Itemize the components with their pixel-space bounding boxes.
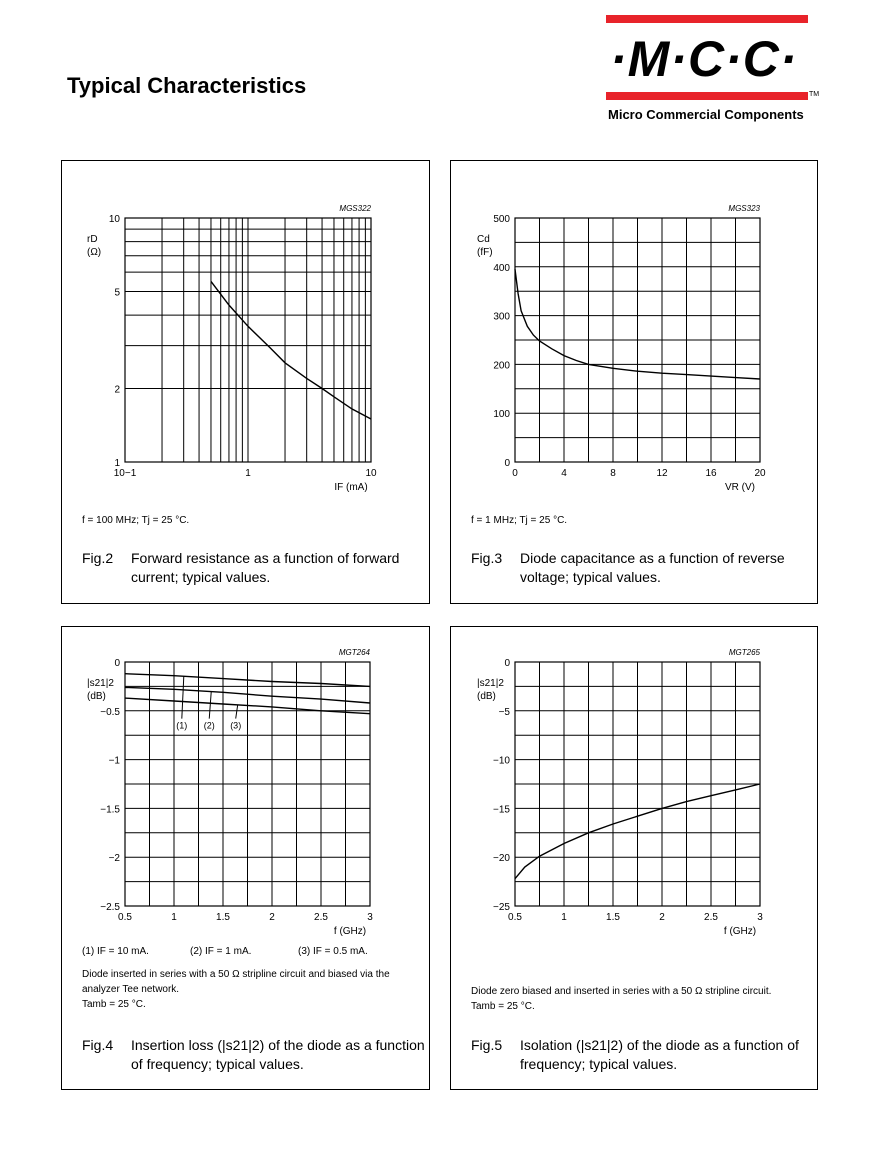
figure-caption bbox=[471, 1036, 820, 1074]
company-name: Micro Commercial Components bbox=[608, 107, 804, 122]
figure-panel-fig3 bbox=[450, 160, 818, 604]
y-axis-label: (Ω) bbox=[87, 247, 102, 258]
conditions-text: f = 1 MHz; Tj = 25 °C. bbox=[471, 515, 568, 526]
x-tick-label: 1.5 bbox=[606, 912, 620, 923]
x-tick-label: 10 bbox=[365, 468, 377, 479]
y-axis-label: rD bbox=[87, 234, 98, 245]
curve-leader-line bbox=[209, 692, 211, 719]
y-tick-label: 1 bbox=[114, 458, 120, 469]
legend-item: (2) IF = 1 mA. bbox=[190, 946, 252, 957]
figure-code: MGT264 bbox=[338, 648, 370, 657]
curve-leader-line bbox=[182, 676, 184, 718]
x-tick-label: 0.5 bbox=[118, 912, 132, 923]
y-tick-label: 0 bbox=[114, 658, 120, 669]
x-tick-label: 16 bbox=[705, 468, 717, 479]
x-tick-label: 8 bbox=[610, 468, 616, 479]
y-axis-label: (fF) bbox=[477, 247, 493, 258]
caption-id: Fig.2 bbox=[82, 550, 114, 566]
caption-text: Isolation (|s21|2) of the diode as a function of frequency; typical values. bbox=[520, 1037, 799, 1072]
logo-bottom-bar bbox=[606, 92, 808, 100]
x-tick-label: 2.5 bbox=[314, 912, 328, 923]
conditions-text: Diode inserted in series with a 50 Ω stripline circuit and biased via the analyzer Tee network. bbox=[82, 969, 390, 995]
y-tick-label: 100 bbox=[493, 409, 510, 421]
x-tick-label: 2.5 bbox=[704, 912, 718, 923]
y-tick-label: 500 bbox=[493, 214, 510, 225]
y-tick-label: −1 bbox=[108, 755, 120, 767]
y-tick-label: −1.5 bbox=[100, 804, 120, 816]
series-line-rD bbox=[211, 281, 371, 419]
y-tick-label: −5 bbox=[498, 706, 510, 718]
curve-label: (3) bbox=[230, 720, 242, 731]
x-tick-label: 1 bbox=[171, 912, 177, 923]
y-axis-label: Cd bbox=[477, 234, 490, 245]
y-axis-label: (dB) bbox=[477, 691, 496, 702]
caption-text: Diode capacitance as a function of reverse voltage; typical values. bbox=[520, 550, 785, 585]
x-tick-label: 0 bbox=[512, 468, 518, 479]
y-tick-label: 0 bbox=[504, 658, 510, 669]
x-axis-label: f (GHz) bbox=[333, 926, 367, 937]
y-tick-label: −20 bbox=[493, 853, 510, 865]
conditions-text: f = 100 MHz; Tj = 25 °C. bbox=[82, 515, 190, 526]
x-tick-label: 1.5 bbox=[216, 912, 230, 923]
y-tick-label: 400 bbox=[493, 262, 510, 274]
y-tick-label: −25 bbox=[493, 902, 510, 913]
curve-label: (1) bbox=[176, 720, 188, 731]
y-axis-label: (dB) bbox=[87, 691, 106, 702]
y-tick-label: 0 bbox=[504, 458, 510, 469]
x-tick-label: 20 bbox=[754, 468, 766, 479]
logo-text: ·M·C·C· bbox=[610, 31, 798, 87]
x-tick-label: 4 bbox=[561, 468, 567, 479]
logo-trademark: TM bbox=[809, 91, 820, 98]
x-tick-label: 3 bbox=[757, 912, 763, 923]
x-tick-label: 1 bbox=[561, 912, 567, 923]
figure-caption bbox=[82, 549, 431, 587]
x-axis-label: IF (mA) bbox=[334, 482, 368, 493]
temperature-text: Tamb = 25 °C. bbox=[82, 999, 146, 1010]
y-axis-label: |s21|2 bbox=[477, 678, 504, 689]
caption-id: Fig.5 bbox=[471, 1037, 503, 1053]
figure-caption bbox=[471, 549, 820, 587]
conditions-text: Diode zero biased and inserted in series with a 50 Ω stripline circuit. bbox=[471, 986, 772, 997]
y-tick-label: −0.5 bbox=[100, 706, 120, 718]
curve-leader-line bbox=[236, 705, 238, 719]
curve-label: (2) bbox=[203, 720, 215, 731]
y-axis-label: |s21|2 bbox=[87, 678, 114, 689]
figure-code: MGS323 bbox=[728, 204, 760, 213]
chart-diode-capacitance bbox=[451, 161, 817, 603]
caption-text: Insertion loss (|s21|2) of the diode as a function of frequency; typical values. bbox=[131, 1037, 425, 1072]
caption-id: Fig.3 bbox=[471, 550, 503, 566]
caption-id: Fig.4 bbox=[82, 1037, 114, 1053]
temperature-text: Tamb = 25 °C. bbox=[471, 1001, 535, 1012]
x-axis-label: f (GHz) bbox=[723, 926, 757, 937]
figure-panel-fig5 bbox=[450, 626, 818, 1090]
y-tick-label: −10 bbox=[493, 755, 510, 767]
mcc-logo bbox=[606, 15, 820, 125]
y-tick-label: −15 bbox=[493, 804, 510, 816]
y-tick-label: 200 bbox=[493, 360, 510, 372]
x-tick-label: 2 bbox=[659, 912, 665, 923]
logo-top-bar bbox=[606, 15, 808, 23]
x-tick-label: 3 bbox=[367, 912, 373, 923]
legend-item: (1) IF = 10 mA. bbox=[82, 946, 149, 957]
x-tick-label: 2 bbox=[269, 912, 275, 923]
chart-forward-resistance bbox=[62, 161, 429, 603]
figure-code: MGT265 bbox=[728, 648, 760, 657]
y-tick-label: 5 bbox=[114, 287, 120, 299]
figure-panel-fig2 bbox=[61, 160, 430, 604]
caption-text: Forward resistance as a function of forward current; typical values. bbox=[131, 550, 400, 585]
curve-legend bbox=[82, 946, 368, 957]
legend-item: (3) IF = 0.5 mA. bbox=[298, 946, 368, 957]
y-tick-label: −2 bbox=[108, 853, 120, 865]
figure-panel-fig4 bbox=[61, 626, 430, 1090]
figure-code: MGS322 bbox=[339, 204, 371, 213]
chart-insertion-loss bbox=[62, 627, 429, 1089]
y-tick-label: 300 bbox=[493, 311, 510, 323]
figure-caption bbox=[82, 1036, 431, 1074]
y-tick-label: −2.5 bbox=[100, 902, 120, 913]
x-axis-label: VR (V) bbox=[725, 482, 755, 493]
page-title: Typical Characteristics bbox=[67, 73, 307, 98]
x-tick-label: 1 bbox=[245, 468, 251, 479]
x-tick-label: 0.5 bbox=[508, 912, 522, 923]
y-tick-label: 10 bbox=[108, 214, 120, 225]
x-tick-label: 10−1 bbox=[113, 468, 137, 479]
chart-isolation bbox=[451, 627, 817, 1089]
x-tick-label: 12 bbox=[656, 468, 668, 479]
y-tick-label: 2 bbox=[114, 384, 120, 396]
